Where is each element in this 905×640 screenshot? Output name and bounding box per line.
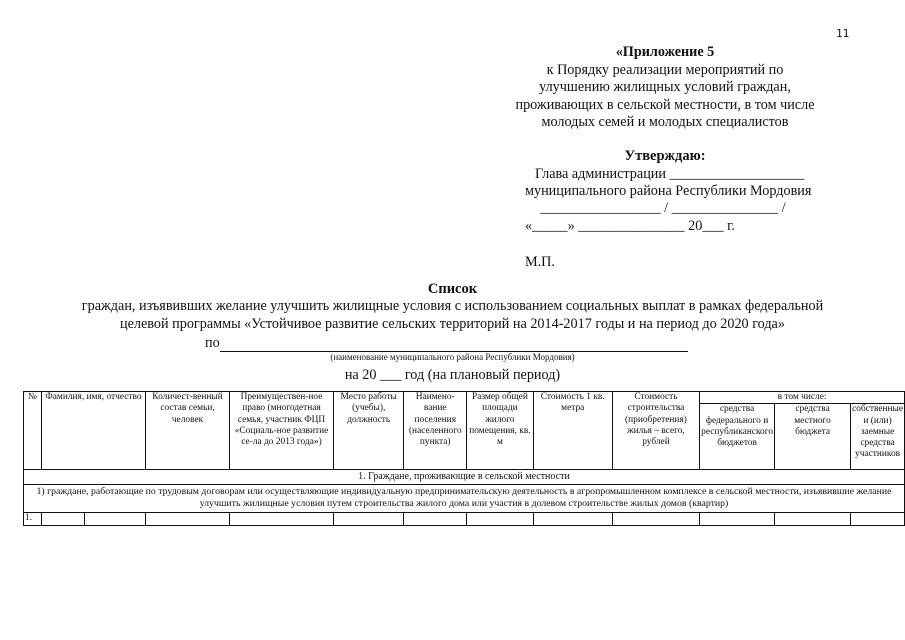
appendix-line: проживающих в сельской местности, в том числе — [515, 96, 815, 113]
table-cell — [404, 512, 467, 525]
appendix-line: молодых семей и молодых специалистов — [541, 114, 789, 130]
header-area: Размер общей площади жилого помещения, кв. м — [467, 392, 534, 470]
header-family: Количест-венный состав семьи, человек — [146, 392, 230, 470]
table-cell — [700, 512, 775, 525]
appendix-header — [470, 44, 860, 132]
table-cell — [334, 512, 404, 525]
header-federal: средства федерального и республиканского бюджетов — [700, 404, 775, 470]
approval-title: Утверждаю: — [624, 148, 706, 164]
table-cell — [146, 512, 230, 525]
header-sqm-cost: Стоимость 1 кв. метра — [533, 392, 612, 470]
table-cell — [41, 512, 84, 525]
subsection-heading: 1) граждане, работающие по трудовым договорам или осуществляющие индивидуальную предпринимательскую деятельность в агропромышленном комплексе в сельской местности, изъявившие желание улучшить жилищные условия путем строительства жилого дома или участия в долевом строительстве жилых домов (квартир) — [24, 484, 905, 512]
header-including: в том числе: — [700, 392, 905, 404]
table-cell — [851, 512, 905, 525]
appendix-title: «Приложение 5 — [615, 44, 715, 60]
section-heading: 1. Граждане, проживающие в сельской местности — [24, 470, 905, 484]
list-subtitle-line: целевой программы «Устойчивое развитие сельских территорий на 2014-2017 годы и на период до 2020 года» — [120, 315, 785, 332]
approval-date-line: «_____» _______________ 20___ г. — [525, 218, 735, 234]
header-own: собственные и (или) заемные средства участников — [851, 404, 905, 470]
list-subtitle-line: граждан, изъявивших желание улучшить жилищные условия с использованием социальных выплат в рамках федеральной — [81, 298, 824, 314]
appendix-line: к Порядку реализации мероприятий по — [546, 61, 784, 78]
district-caption: (наименование муниципального района Республики Мордовия) — [330, 352, 575, 362]
list-subtitle — [0, 298, 905, 333]
table-cell — [467, 512, 534, 525]
applicants-table — [23, 391, 905, 526]
year-line: на 20 ___ год (на плановый период) — [344, 367, 561, 383]
header-work: Место работы (учебы), должность — [334, 392, 404, 470]
header-local: средства местного бюджета — [775, 404, 851, 470]
table-cell — [85, 512, 146, 525]
header-name: Фамилия, имя, отчество — [41, 392, 145, 470]
approval-district-line: муниципального района Республики Мордовия — [525, 183, 812, 199]
row-number: 1. — [24, 512, 42, 525]
approval-signature-line: _________________ / _______________ / — [540, 200, 786, 216]
appendix-line: улучшению жилищных условий граждан, — [539, 79, 791, 95]
table-cell — [229, 512, 333, 525]
list-title: Список — [427, 281, 478, 297]
stamp-place: М.П. — [525, 254, 555, 270]
table-cell — [533, 512, 612, 525]
approval-head-line: Глава администрации ___________________ — [535, 166, 805, 182]
po-label: по — [205, 335, 220, 351]
header-total-cost: Стоимость строительства (приобретения) жилья – всего, рублей — [612, 392, 699, 470]
header-num: № — [24, 392, 42, 470]
table-cell — [612, 512, 699, 525]
table-cell — [775, 512, 851, 525]
header-settlement: Наимено-вание поселения (населенного пункта) — [404, 392, 467, 470]
page-number: 11 — [836, 27, 850, 40]
header-privilege: Преимуществен-ное право (многодетная семья, участник ФЦП «Социаль-ное развитие се-ла до 2013 года») — [229, 392, 333, 470]
